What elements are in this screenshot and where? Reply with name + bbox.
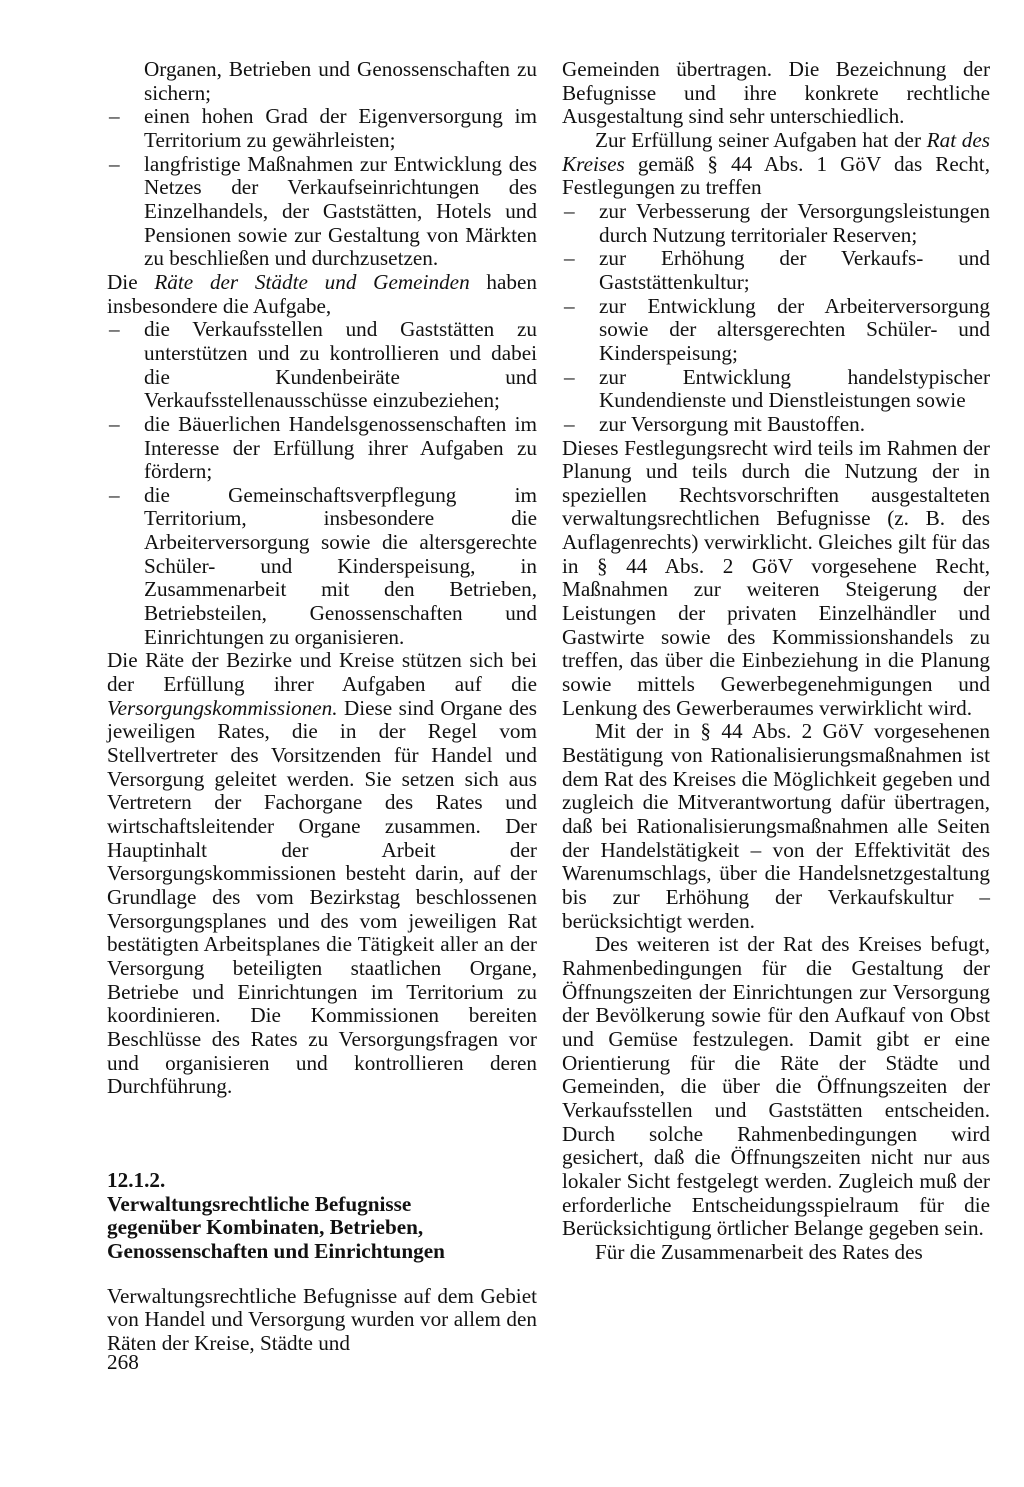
section-title-line: Verwaltungsrechtliche Befugnisse bbox=[107, 1191, 412, 1216]
left-column bbox=[107, 58, 537, 1355]
paragraph: Die Räte der Bezirke und Kreise stützen sich bei der Erfüllung ihrer Aufgaben auf die Versorgungskommissionen. Diese sind Organe des jeweiligen Rates, die in der Regel vom Stellvertreter des Vorsitzenden für Handel und Versorgung geleitet werden. Sie setzen sich aus Vertretern der Fachorgane des Rates und wirtschaftsleitender Organe zusammen. Der Hauptinhalt der Arbeit der Versorgungskommissionen besteht darin, auf der Grundlage des vom Bezirkstag beschlossenen Versorgungsplanes und des vom jeweiligen Rat bestätigten Arbeitsplanes die Tätigkeit aller an der Versorgung beteiligten staatlichen Organe, Betriebe und Einrichtungen im Territorium zu koordinieren. Die Kommissionen bereiten Beschlüsse des Rates zu Versorgungsfragen vor und organisieren und kontrollieren deren Durchführung. bbox=[107, 648, 537, 1099]
paragraph: Verwaltungsrechtliche Befugnisse auf dem Gebiet von Handel und Versorgung wurden vor allem den Räten der Kreise, Städte und bbox=[107, 1283, 537, 1355]
paragraph: Mit der in § 44 Abs. 2 GöV vorgesehenen Bestätigung von Rationalisierungsmaßnahmen ist dem Rat des Kreises die Möglichkeit gegeben und zugleich die Mitverantwortung dafür übertragen, daß bei Rationalisierungsmaßnahmen alle Seiten der Handelstätigkeit – von der Effektivität des Warenumschlags, über die Handelsnetzgestaltung bis zur Erhöhung der Verkaufskultur – berücksichtigt werden. bbox=[562, 719, 990, 933]
list-item: – zur Versorgung mit Baustoffen. bbox=[564, 411, 865, 436]
list-item: – zur Verbesserung der Versorgungsleistungen durch Nutzung territorialer Reserven; bbox=[564, 198, 990, 247]
list-item-text: langfristige Maßnahmen zur Entwicklung des Netzes der Verkaufseinrichtungen des Einzelhandels, der Gaststätten, Hotels und Pensionen sowie zur Gestaltung von Märkten zu beschließen und durchzusetzen. bbox=[144, 151, 537, 271]
list-item-text: einen hohen Grad der Eigenversorgung im Territorium zu gewährleisten; bbox=[144, 104, 537, 152]
paragraph: Dieses Festlegungsrecht wird teils im Rahmen der Planung und teils durch die Nutzung der in speziellen Rechtsvorschriften ausgestalteten verwaltungsrechtlichen Befugnisse (z. B. des Auflagenrechts) verwirklicht. Gleiches gilt für das in § 44 Abs. 2 GöV vorgesehene Recht, Maßnahmen zur weiteren Steigerung der Leistungen der privaten Einzelhändler und Gastwirte sowie des Kommissionshandels zu treffen, das über die Einbeziehung in die Planung sowie mittels Gewerbegenehmigungen und Lenkung des Gewerberaumes verwirklicht wird. bbox=[562, 435, 990, 720]
list-item: – einen hohen Grad der Eigenversorgung im Territorium zu gewährleisten; bbox=[109, 104, 537, 152]
section-title-line: Genossenschaften und Einrichtungen bbox=[107, 1238, 445, 1263]
list-item: – zur Erhöhung der Verkaufs- und Gaststättenkultur; bbox=[564, 246, 990, 294]
list-item-text: zur Verbesserung der Versorgungsleistungen durch Nutzung territorialer Reserven; bbox=[599, 198, 990, 247]
list-item: – die Verkaufsstellen und Gaststätten zu unterstützen und zu kontrollieren und dabei die Kundenbeiräte und Verkaufsstellenausschüsse einzubeziehen; bbox=[109, 317, 537, 413]
list-item: – zur Entwicklung handelstypischer Kundendienste und Dienstleistungen sowie bbox=[564, 364, 990, 413]
list-item-text: zur Entwicklung handelstypischer Kundendienste und Dienstleistungen sowie bbox=[599, 364, 990, 413]
list-item-text: zur Erhöhung der Verkaufs- und Gaststättenkultur; bbox=[599, 246, 990, 294]
paragraph: Für die Zusammenarbeit des Rates des bbox=[595, 1239, 923, 1264]
list-item: – die Bäuerlichen Handelsgenossenschaften im Interesse der Erfüllung ihrer Aufgaben zu fördern; bbox=[109, 411, 537, 484]
italic-term: Versorgungskommissionen. bbox=[107, 695, 338, 720]
paragraph: Zur Erfüllung seiner Aufgaben hat der Rat des Kreises gemäß § 44 Abs. 1 GöV das Recht, Festlegungen zu treffen bbox=[562, 127, 990, 200]
list-item: – langfristige Maßnahmen zur Entwicklung des Netzes der Verkaufseinrichtungen des Einzelhandels, der Gaststätten, Hotels und Pensionen sowie zur Gestaltung von Märkten zu beschließen und durchzusetzen. bbox=[109, 151, 537, 271]
paragraph: Gemeinden übertragen. Die Bezeichnung der Befugnisse und ihre konkrete rechtliche Ausgestaltung sind sehr unterschiedlich. bbox=[562, 57, 990, 129]
list-item-text: zur Entwicklung der Arbeiterversorgung sowie der altersgerechten Schüler- und Kinderspeisung; bbox=[599, 293, 990, 365]
italic-term: Rat des Kreises bbox=[562, 127, 990, 176]
list-item-continuation: Organen, Betrieben und Genossenschaften zu sichern; bbox=[144, 57, 537, 105]
paragraph: Des weiteren ist der Rat des Kreises befugt, Rahmenbedingungen für die Gestaltung der Öffnungszeiten der Einrichtungen zur Versorgung der Bevölkerung sowie für den Aufkauf von Obst und Gemüse festzulegen. Damit gibt er eine Orientierung für die Räte der Städte und Gemeinden, die über die Öffnungszeiten der Verkaufsstellen und Gaststätten entscheiden. Durch solche Rahmenbedingungen wird gesichert, daß die Öffnungszeiten nicht nur aus lokaler Sicht festgelegt werden. Zugleich muß der erforderliche Entscheidungsspielraum für die Berücksichtigung örtlicher Belange gegeben sein. bbox=[562, 932, 990, 1241]
list-item: – zur Entwicklung der Arbeiterversorgung sowie der altersgerechten Schüler- und Kinderspeisung; bbox=[564, 293, 990, 365]
list-item-text: die Gemeinschaftsverpflegung im Territorium, insbesondere die Arbeiterversorgung sowie die altersgerechte Schüler- und Kinderspeisung, in Zusammenarbeit mit den Betrieben, Betriebsteilen, Genossenschaften und Einrichtungen zu organisieren. bbox=[144, 482, 537, 649]
list-item-text: die Verkaufsstellen und Gaststätten zu unterstützen und zu kontrollieren und dabei die Kundenbeiräte und Verkaufsstellenausschüsse einzubeziehen; bbox=[144, 317, 537, 413]
italic-term: Räte der Städte und Gemeinden bbox=[154, 269, 470, 294]
list-item-text: zur Versorgung mit Baustoffen. bbox=[599, 411, 865, 436]
section-number: 12.1.2. bbox=[107, 1167, 166, 1192]
page-number: 268 bbox=[107, 1350, 139, 1374]
list-item: – die Gemeinschaftsverpflegung im Territorium, insbesondere die Arbeiterversorgung sowie die altersgerechte Schüler- und Kinderspeisung, in Zusammenarbeit mit den Betrieben, Betriebsteilen, Genossenschaften und Einrichtungen zu organisieren. bbox=[109, 482, 537, 649]
right-column bbox=[562, 58, 990, 1264]
section-title-line: gegenüber Kombinaten, Betrieben, bbox=[107, 1215, 424, 1240]
list-item-text: die Bäuerlichen Handelsgenossenschaften im Interesse der Erfüllung ihrer Aufgaben zu fördern; bbox=[144, 411, 537, 484]
section-heading bbox=[107, 1169, 537, 1264]
paragraph: Die Räte der Städte und Gemeinden haben insbesondere die Aufgabe, bbox=[107, 269, 538, 318]
